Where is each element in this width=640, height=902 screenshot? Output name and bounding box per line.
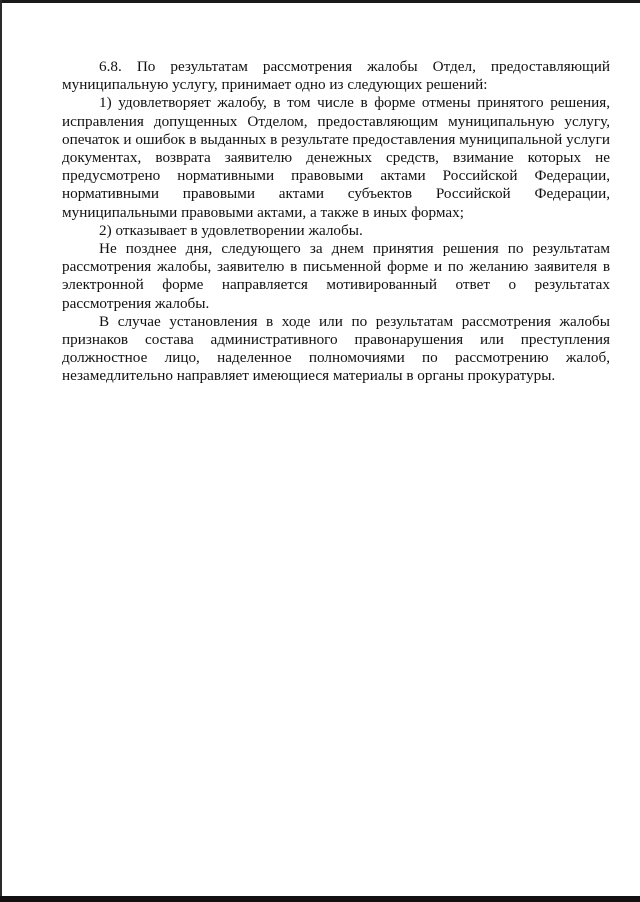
scan-edge-top	[0, 0, 640, 3]
document-body	[62, 58, 610, 386]
paragraph-prosecutor-referral: В случае установления в ходе или по результатам рассмотрения жалобы признаков состава административного правонарушения или преступления должностное лицо, наделенное полномочиями по рассмотрению жалоб, незамедлительно направляет имеющиеся материалы в органы прокуратуры.	[62, 312, 610, 385]
scan-edge-bottom	[0, 896, 640, 902]
paragraph-decision-1: 1) удовлетворяет жалобу, в том числе в форме отмены принятого решения, исправления допущенных Отделом, предоставляющим муниципальную услугу, опечаток и ошибок в выданных в результате предоставления муниципальной услуги документах, возврата заявителю денежных средств, взимание которых не предусмотрено нормативными правовыми актами Российской Федерации, нормативными правовыми актами субъектов Российской Федерации, муниципальными правовыми актами, а также в иных формах;	[62, 94, 610, 221]
scan-edge-left	[0, 0, 2, 902]
paragraph-6-8: 6.8. По результатам рассмотрения жалобы Отдел, предоставляющий муниципальную услугу, принимает одно из следующих решений:	[62, 58, 610, 94]
paragraph-response-deadline: Не позднее дня, следующего за днем принятия решения по результатам рассмотрения жалобы, заявителю в письменной форме и по желанию заявителя в электронной форме направляется мотивированный ответ о результатах рассмотрения жалобы.	[62, 240, 610, 312]
paragraph-decision-2: 2) отказывает в удовлетворении жалобы.	[99, 221, 363, 239]
